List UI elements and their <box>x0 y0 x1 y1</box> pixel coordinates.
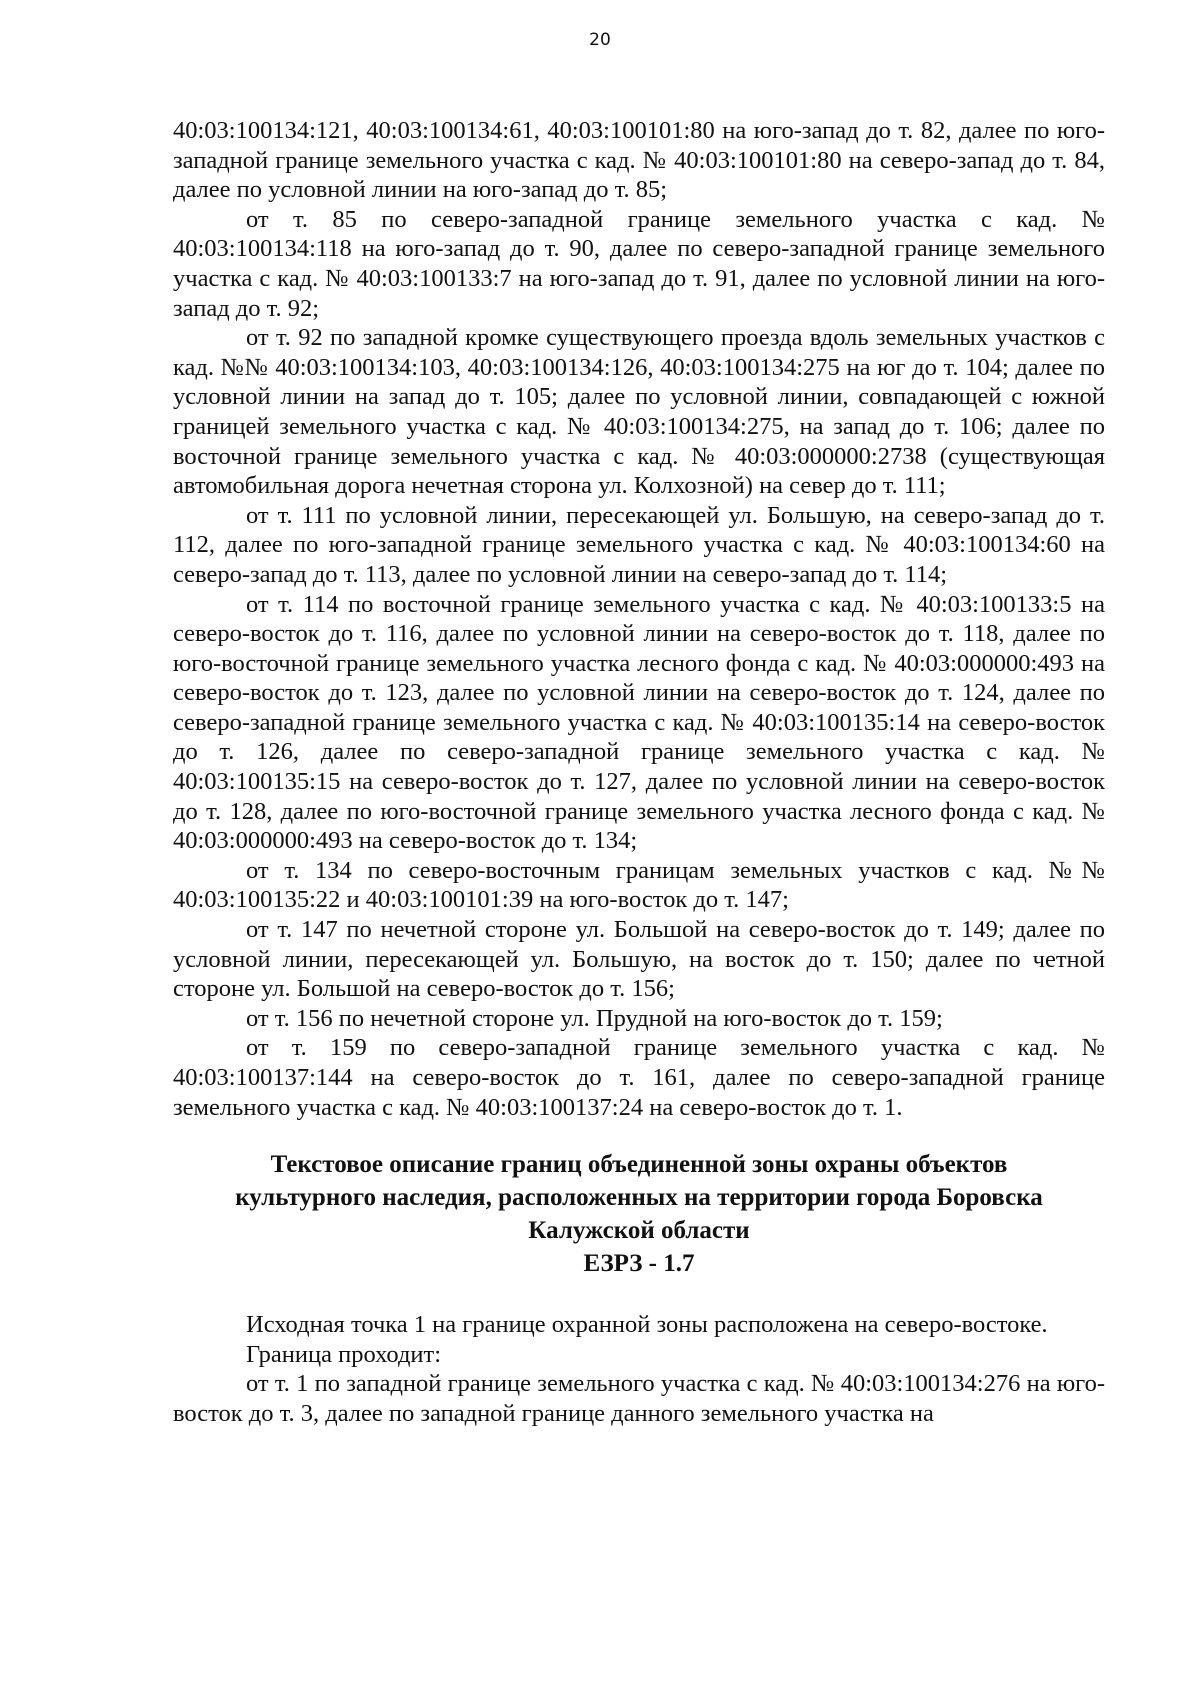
heading-line: Текстовое описание границ объединенной зоны охраны объектов <box>270 1151 1008 1179</box>
paragraph: от т. 159 по северо-западной границе земельного участка с кад. № 40:03:100137:144 на северо-восток до т. 161, далее по северо-западной границе земельного участка с кад. № 40:03:100137:24 на северо-восток до т. 1. <box>173 1034 1105 1121</box>
document-body <box>173 116 1105 1429</box>
section-heading <box>173 1148 1105 1280</box>
paragraph: Исходная точка 1 на границе охранной зоны расположена на северо-востоке. <box>246 1311 1048 1339</box>
paragraph: 40:03:100134:121, 40:03:100134:61, 40:03:100101:80 на юго-запад до т. 82, далее по юго-западной границе земельного участка с кад. № 40:03:100101:80 на северо-запад до т. 84, далее по условной линии на юго-запад до т. 85; <box>173 117 1105 204</box>
heading-line: Калужской области <box>528 1217 750 1245</box>
page-number: 20 <box>589 30 611 50</box>
paragraph: от т. 147 по нечетной стороне ул. Большой на северо-восток до т. 149; далее по условной линии, пересекающей ул. Большую, на восток до т. 150; далее по четной стороне ул. Большой на северо-восток до т. 156; <box>173 916 1105 1003</box>
paragraph: от т. 85 по северо-западной границе земельного участка с кад. № 40:03:100134:118 на юго-запад до т. 90, далее по северо-западной границе земельного участка с кад. № 40:03:100133:7 на юго-запад до т. 91, далее по условной линии на юго-запад до т. 92; <box>173 205 1105 322</box>
heading-line: культурного наследия, расположенных на территории города Боровска <box>235 1184 1043 1212</box>
paragraph: от т. 114 по восточной границе земельного участка с кад. № 40:03:100133:5 на северо-восток до т. 116, далее по условной линии на северо-восток до т. 118, далее по юго-восточной границе земельного участка лесного фонда с кад. № 40:03:000000:493 на северо-восток до т. 123, далее по условной линии на северо-восток до т. 124, далее по северо-западной границе земельного участка с кад. № 40:03:100135:14 на северо-восток до т. 126, далее по северо-западной границе земельного участка с кад. № 40:03:100135:15 на северо-восток до т. 127, далее по условной линии на северо-восток до т. 128, далее по юго-восточной границе земельного участка лесного фонда с кад. № 40:03:000000:493 на северо-восток до т. 134; <box>173 590 1105 855</box>
zone-code: ЕЗРЗ - 1.7 <box>583 1250 695 1278</box>
paragraph: от т. 156 по нечетной стороне ул. Прудной на юго-восток до т. 159; <box>246 1004 943 1032</box>
paragraph: от т. 92 по западной кромке существующего проезда вдоль земельных участков с кад. №№ 40:03:100134:103, 40:03:100134:126, 40:03:100134:275 на юг до т. 104; далее по условной линии на запад до т. 105; далее по условной линии, совпадающей с южной границей земельного участка с кад. № 40:03:100134:275, на запад до т. 106; далее по восточной границе земельного участка с кад. № 40:03:000000:2738 (существующая автомобильная дорога нечетная сторона ул. Колхозной) на север до т. 111; <box>173 324 1105 500</box>
paragraph: от т. 134 по северо-восточным границам земельных участков с кад. №№ 40:03:100135:22 и 40:03:100101:39 на юго-восток до т. 147; <box>173 856 1105 914</box>
paragraph: от т. 111 по условной линии, пересекающей ул. Большую, на северо-запад до т. 112, далее по юго-западной границе земельного участка с кад. № 40:03:100134:60 на северо-запад до т. 113, далее по условной линии на северо-запад до т. 114; <box>173 501 1105 588</box>
paragraph: Граница проходит: <box>246 1340 442 1368</box>
paragraph: от т. 1 по западной границе земельного участка с кад. № 40:03:100134:276 на юго-восток до т. 3, далее по западной границе данного земельного участка на <box>173 1370 1105 1427</box>
